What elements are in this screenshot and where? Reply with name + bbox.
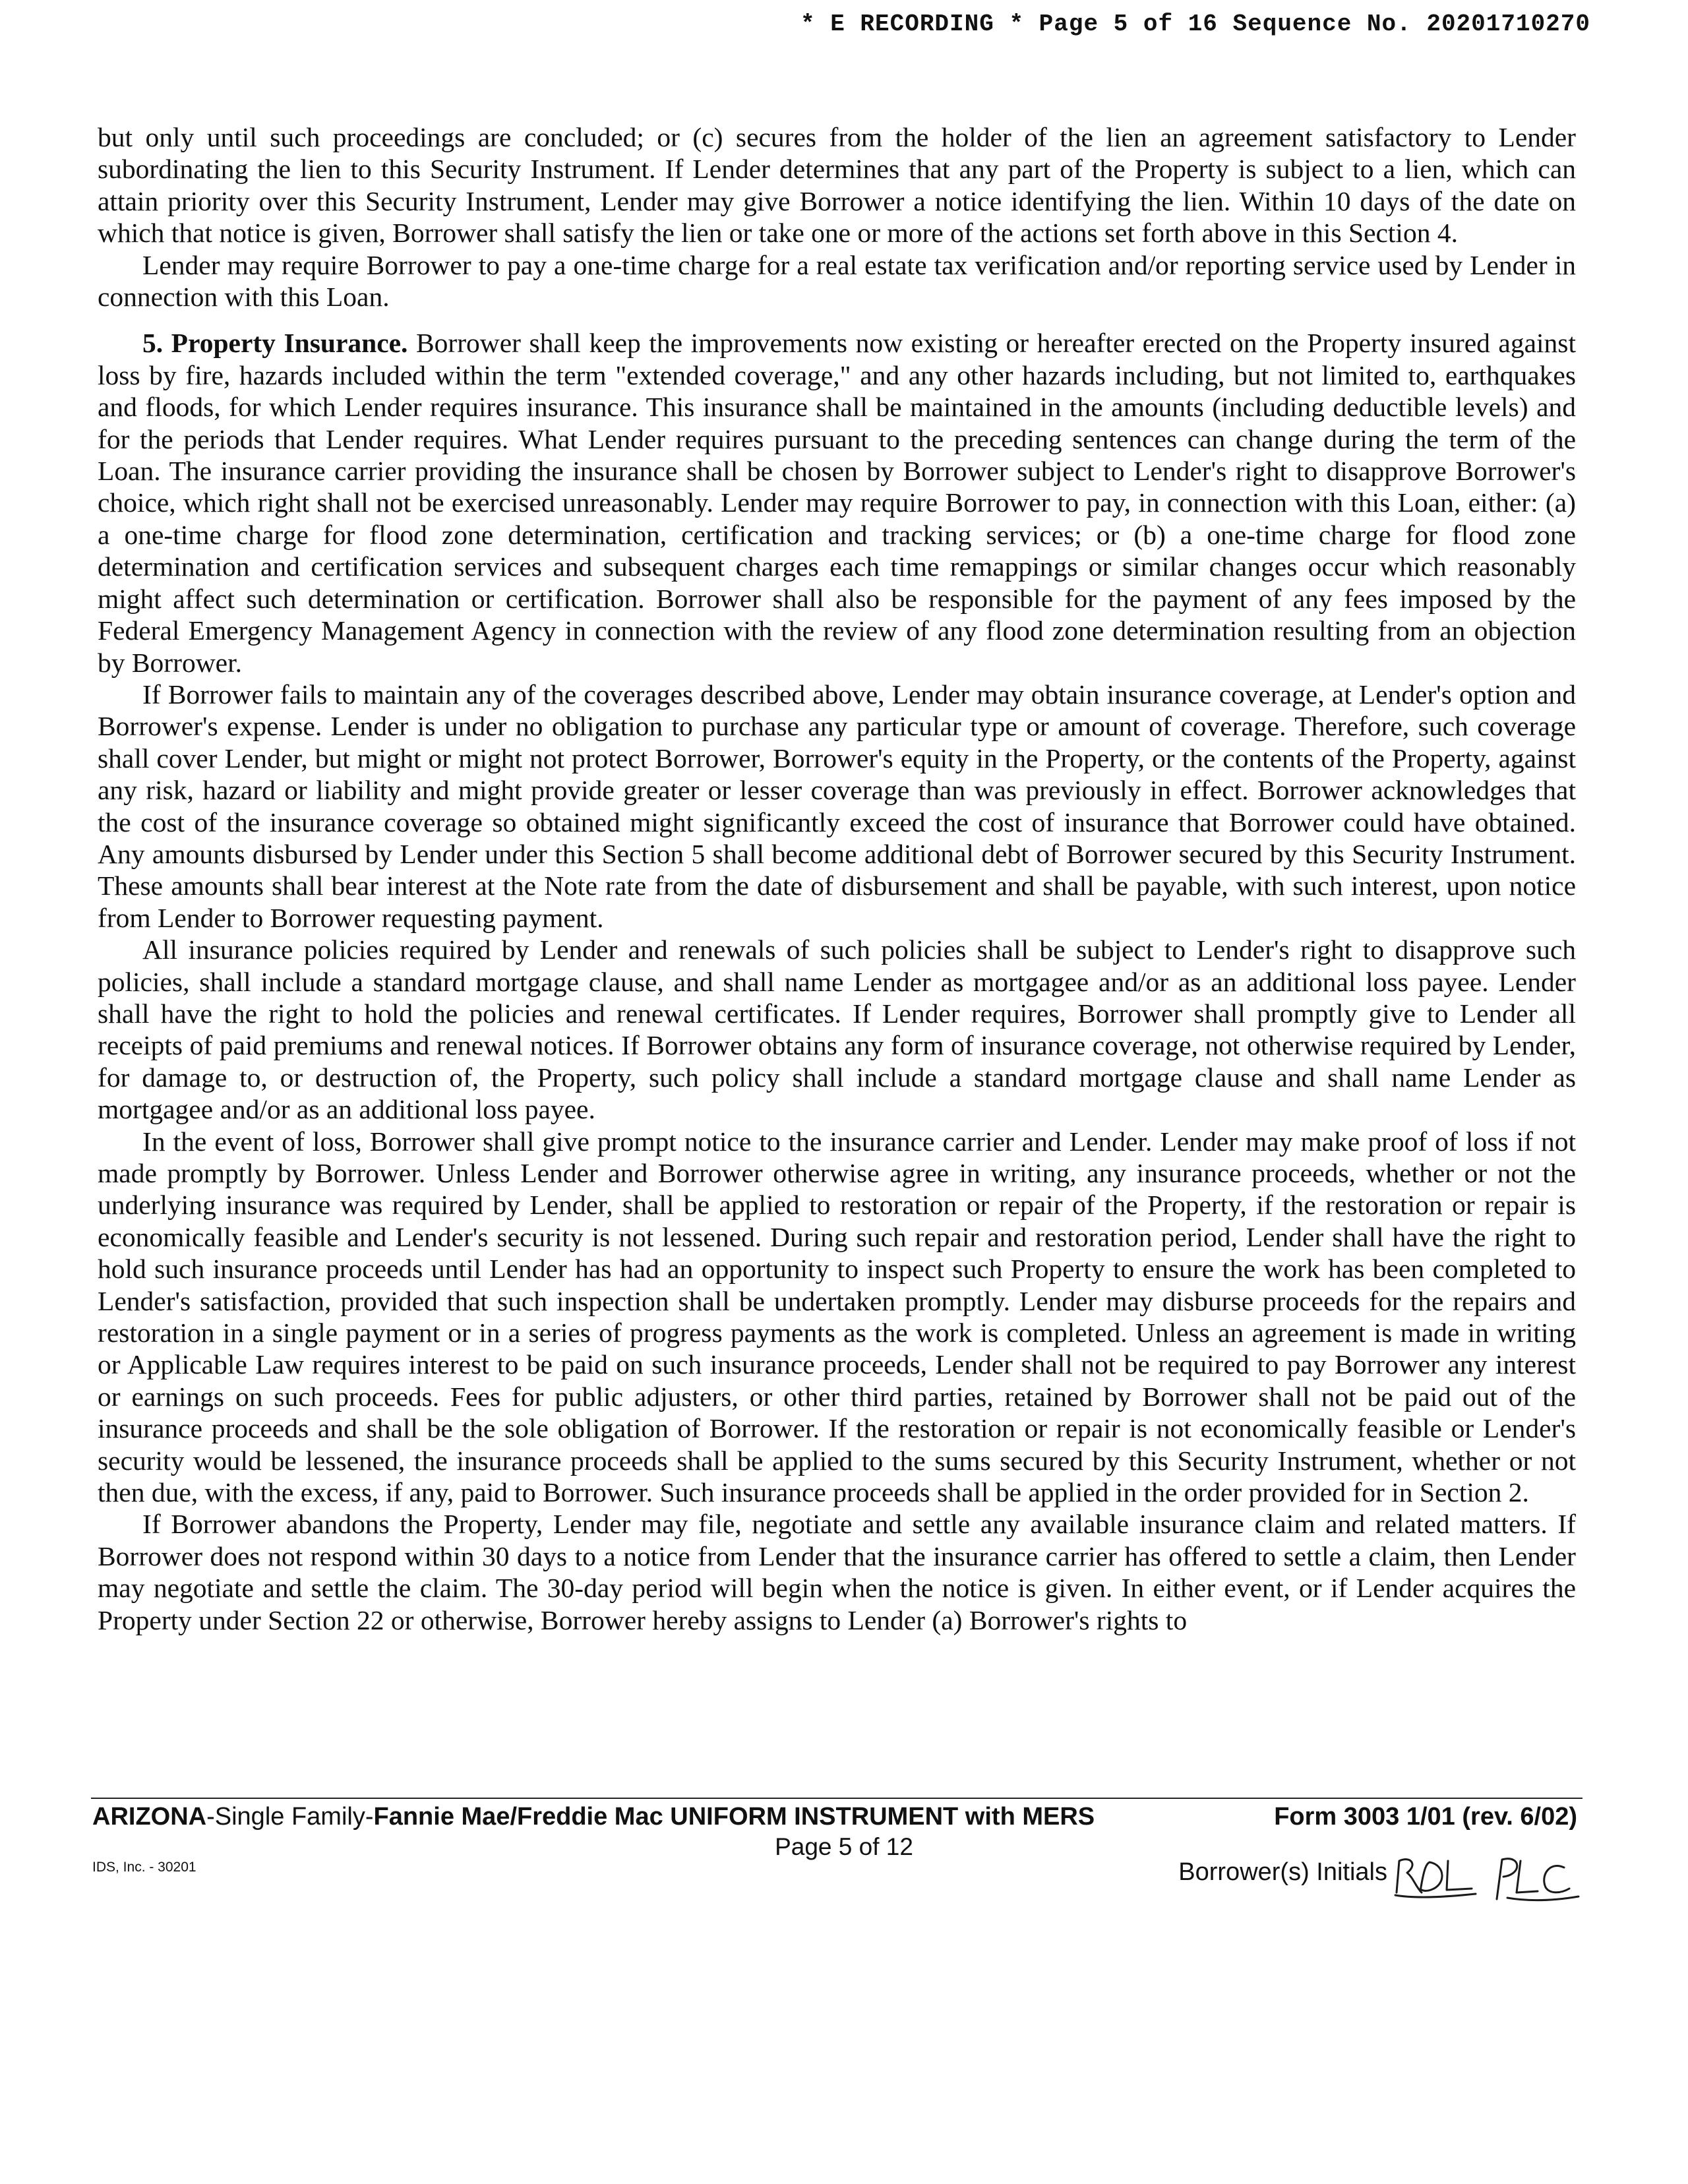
borrower-initials-signature xyxy=(1391,1846,1582,1906)
paragraph-tax-verification: Lender may require Borrower to pay a one-time charge for a real estate tax verification and/or reporting service used by Lender in connection with this Loan. xyxy=(98,249,1576,313)
section-5-text: Borrower shall keep the improvements now existing or hereafter erected on the Property insured against loss by fire, hazards included within the term "extended coverage," and any other hazards including, but not limited to, earthquakes and floods, for which Lender requires insurance. This insurance shall be maintained in the amounts (including deductible levels) and for the periods that Lender requires. What Lender requires pursuant to the preceding sentences can change during the term of the Loan. The insurance carrier providing the insurance shall be chosen by Borrower subject to Lender's right to disapprove Borrower's choice, which right shall not be exercised unreasonably. Lender may require Borrower to pay, in connection with this Loan, either: (a) a one-time charge for flood zone determination, certification and tracking services; or (b) a one-time charge for flood zone determination and certification services and subsequent charges each time remappings or similar changes occur which reasonably might affect such determination or certification. Borrower shall also be responsible for the payment of any fees imposed by the Federal Emergency Management Agency in connection with the review of any flood zone determination resulting from an objection by Borrower. xyxy=(98,328,1576,678)
footer-page-number: Page 5 of 12 xyxy=(775,1833,913,1860)
footer-state: ARIZONA xyxy=(92,1803,207,1831)
paragraph-coverage-failure: If Borrower fails to maintain any of the coverages described above, Lender may obtain insurance coverage, at Lender's option and Borrower's expense. Lender is under no obligation to purchase any particular type or amount of coverage. Therefore, such coverage shall cover Lender, but might or might not protect Borrower, Borrower's equity in the Property, or the contents of the Property, against any risk, hazard or liability and might provide greater or lesser coverage than was previously in effect. Borrower acknowledges that the cost of the insurance coverage so obtained might significantly exceed the cost of insurance that Borrower could have obtained. Any amounts disbursed by Lender under this Section 5 shall become additional debt of Borrower secured by this Security Instrument. These amounts shall bear interest at the Note rate from the date of disbursement and shall be payable, with such interest, upon notice from Lender to Borrower requesting payment. xyxy=(98,679,1576,933)
paragraph-insurance-policies: All insurance policies required by Lender and renewals of such policies shall be subject to Lender's right to disapprove such policies, shall include a standard mortgage clause, and shall name Lender as mortgagee and/or as an additional loss payee. Lender shall have the right to hold the policies and renewal certificates. If Lender requires, Borrower shall promptly give to Lender all receipts of paid premiums and renewal notices. If Borrower obtains any form of insurance coverage, not otherwise required by Lender, for damage to, or destruction of, the Property, such policy shall include a standard mortgage clause and shall name Lender as mortgagee and/or as an additional loss payee. xyxy=(98,934,1576,1125)
footer-ids-code: IDS, Inc. - 30201 xyxy=(92,1860,196,1875)
footer-form-title xyxy=(92,1803,1095,1831)
borrower-initials-label: Borrower(s) Initials xyxy=(1178,1858,1387,1886)
footer-divider xyxy=(91,1798,1582,1799)
paragraph-event-of-loss: In the event of loss, Borrower shall give prompt notice to the insurance carrier and Lender. Lender may make proof of loss if not made promptly by Borrower. Unless Lender and Borrower otherwise agree in writing, any insurance proceeds, whether or not the underlying insurance was required by Lender, shall be applied to restoration or repair of the Property, if the restoration or repair is economically feasible and Lender's security is not lessened. During such repair and restoration period, Lender shall have the right to hold such insurance proceeds until Lender has had an opportunity to inspect such Property to ensure the work has been completed to Lender's satisfaction, provided that such inspection shall be undertaken promptly. Lender may disburse proceeds for the repairs and restoration in a single payment or in a series of progress payments as the work is completed. Unless an agreement is made in writing or Applicable Law requires interest to be paid on such insurance proceeds, Lender shall not be required to pay Borrower any interest or earnings on such proceeds. Fees for public adjusters, or other third parties, retained by Borrower shall not be paid out of the insurance proceeds and shall be the sole obligation of Borrower. If the restoration or repair is not economically feasible or Lender's security would be lessened, the insurance proceeds shall be applied to the sums secured by this Security Instrument, whether or not then due, with the excess, if any, paid to Borrower. Such insurance proceeds shall be applied in the order provided for in Section 2. xyxy=(98,1126,1576,1508)
paragraph-lien-continuation: but only until such proceedings are concluded; or (c) secures from the holder of the lien an agreement satisfactory to Lender subordinating the lien to this Security Instrument. If Lender determines that any part of the Property is subject to a lien, which can attain priority over this Security Instrument, Lender may give Borrower a notice identifying the lien. Within 10 days of the date on which that notice is given, Borrower shall satisfy the lien or take one or more of the actions set forth above in this Section 4. xyxy=(98,122,1576,249)
footer-instrument: Fannie Mae/Freddie Mac UNIFORM INSTRUMENT with MERS xyxy=(373,1803,1095,1831)
paragraph-property-insurance xyxy=(98,327,1576,678)
recording-header: * E RECORDING * Page 5 of 16 Sequence No. 20201710270 xyxy=(800,11,1590,38)
document-body xyxy=(98,121,1576,1636)
footer-form-number: Form 3003 1/01 (rev. 6/02) xyxy=(1274,1803,1577,1831)
paragraph-abandonment: If Borrower abandons the Property, Lender may file, negotiate and settle any available insurance claim and related matters. If Borrower does not respond within 30 days to a notice from Lender that the insurance carrier has offered to settle a claim, then Lender may negotiate and settle the claim. The 30-day period will begin when the notice is given. In either event, or if Lender acquires the Property under Section 22 or otherwise, Borrower hereby assigns to Lender (a) Borrower's rights to xyxy=(98,1509,1576,1635)
footer-family: -Single Family- xyxy=(206,1803,374,1831)
section-5-heading: 5. Property Insurance. xyxy=(142,328,408,359)
